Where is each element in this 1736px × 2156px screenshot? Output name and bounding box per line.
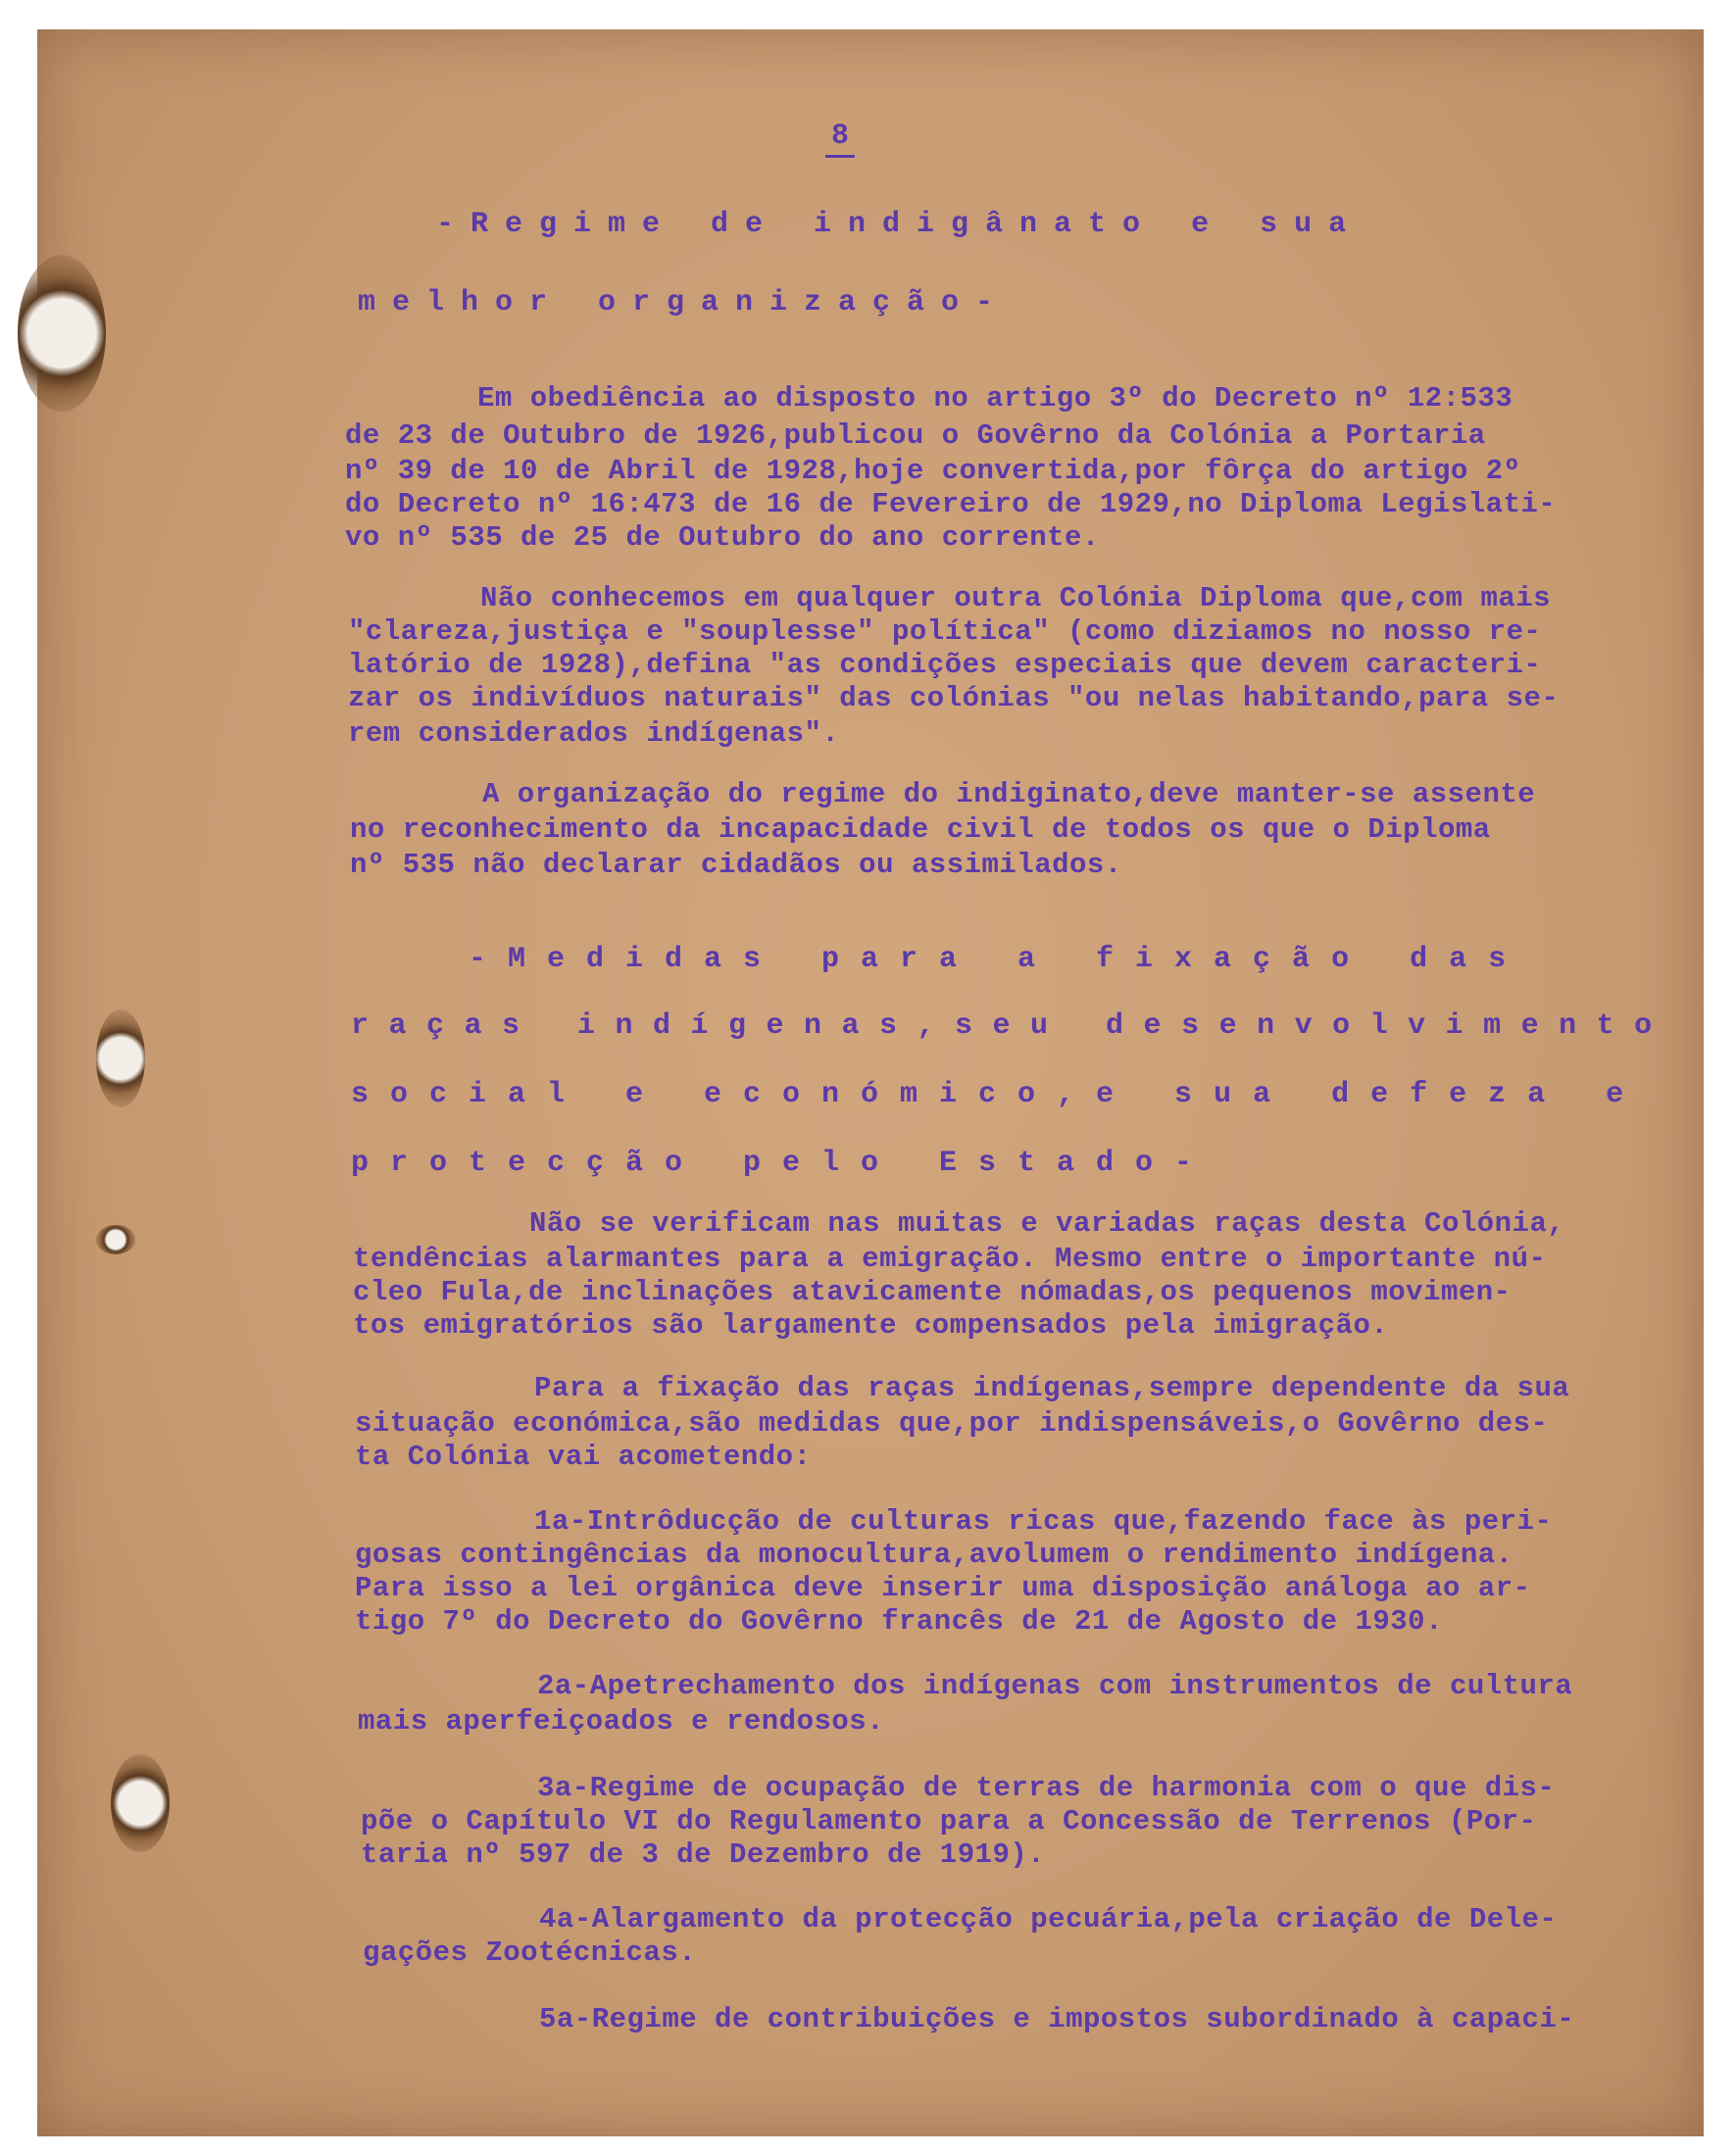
paragraph-organization-line-1: A organização do regime do indiginato,deve manter-se assente	[482, 778, 1536, 810]
paragraph-organization-line-3: nº 535 não declarar cidadãos ou assimilados.	[350, 849, 1122, 881]
section-heading-measures-1: -Medidas para a fixação das	[469, 943, 1528, 976]
paragraph-clarity-line-1: Não conhecemos em qualquer outra Colónia Diploma que,com mais	[480, 582, 1552, 614]
paragraph-decree-line-2: de 23 de Outubro de 1926,publicou o Govêrno da Colónia a Portaria	[345, 419, 1486, 452]
paragraph-emigration-line-4: tos emigratórios são largamente compensados pela imigração.	[353, 1309, 1389, 1342]
paragraph-emigration-line-2: tendências alarmantes para a emigração. Mesmo entre o importante nú-	[353, 1243, 1547, 1275]
measure-1-line-2: gosas contingências da monocultura,avolumem o rendimento indígena.	[355, 1539, 1513, 1571]
paragraph-emigration-line-3: cleo Fula,de inclinações atavicamente nómadas,os pequenos movimen-	[353, 1276, 1512, 1308]
paragraph-clarity-line-5: rem considerados indígenas".	[348, 717, 840, 750]
section-heading-indigenato-2: melhor organização-	[358, 286, 1011, 319]
paragraph-clarity-line-3: latório de 1928),defina "as condições especiais que devem caracteri-	[348, 649, 1542, 681]
measure-3-line-1: 3a-Regime de ocupação de terras de harmonia com o que dis-	[537, 1772, 1556, 1804]
paragraph-decree-line-1: Em obediência ao disposto no artigo 3º do Decreto nº 12:533	[477, 382, 1513, 415]
page-number: 8	[825, 120, 855, 158]
paragraph-fixation-line-3: ta Colónia vai acometendo:	[355, 1441, 812, 1473]
paragraph-clarity-line-4: zar os indivíduos naturais" das colónias "ou nelas habitando,para se-	[348, 682, 1560, 714]
measure-1-line-3: Para isso a lei orgânica deve inserir uma disposição análoga ao ar-	[355, 1572, 1531, 1604]
measure-1-line-1: 1a-Intrôducção de culturas ricas que,fazendo face às peri-	[534, 1505, 1553, 1538]
paragraph-fixation-line-1: Para a fixação das raças indígenas,sempre dependente da sua	[534, 1372, 1570, 1404]
measure-1-line-4: tigo 7º do Decreto do Govêrno francês de 21 de Agosto de 1930.	[355, 1605, 1443, 1638]
paragraph-emigration-line-1: Não se verificam nas muitas e variadas raças desta Colónia,	[529, 1207, 1565, 1240]
measure-5-line-1: 5a-Regime de contribuições e impostos subordinado à capaci-	[539, 2003, 1575, 2035]
paragraph-fixation-line-2: situação económica,são medidas que,por indispensáveis,o Govêrno des-	[355, 1407, 1549, 1440]
paragraph-decree-line-3: nº 39 de 10 de Abril de 1928,hoje convertida,por fôrça do artigo 2º	[345, 455, 1521, 487]
measure-3-line-2: põe o Capítulo VI do Regulamento para a Concessão de Terrenos (Por-	[361, 1805, 1537, 1838]
paragraph-organization-line-2: no reconhecimento da incapacidade civil de todos os que o Diploma	[350, 813, 1491, 846]
section-heading-measures-3: social e económico,e sua defeza e	[351, 1078, 1646, 1111]
measure-4-line-2: gações Zootécnicas.	[363, 1936, 697, 1969]
paragraph-decree-line-4: do Decreto nº 16:473 de 16 de Fevereiro de 1929,no Diploma Legislati-	[345, 488, 1557, 520]
paragraph-decree-line-5: vo nº 535 de 25 de Outubro do ano corrente.	[345, 521, 1100, 554]
section-heading-measures-2: raças indígenas,seu desenvolvimento	[351, 1009, 1672, 1043]
paragraph-clarity-line-2: "clareza,justiça e "souplesse" política" (como diziamos no nosso re-	[348, 615, 1542, 648]
measure-2-line-2: mais aperfeiçoados e rendosos.	[358, 1705, 885, 1738]
section-heading-measures-4: protecção pelo Estado-	[351, 1147, 1215, 1180]
section-heading-indigenato-1: -Regime de indigânato e sua	[436, 208, 1364, 241]
measure-4-line-1: 4a-Alargamento da protecção pecuária,pela criação de Dele-	[539, 1903, 1558, 1936]
measure-2-line-1: 2a-Apetrechamento dos indígenas com instrumentos de cultura	[537, 1670, 1573, 1702]
measure-3-line-3: taria nº 597 de 3 de Dezembro de 1919).	[361, 1838, 1046, 1871]
